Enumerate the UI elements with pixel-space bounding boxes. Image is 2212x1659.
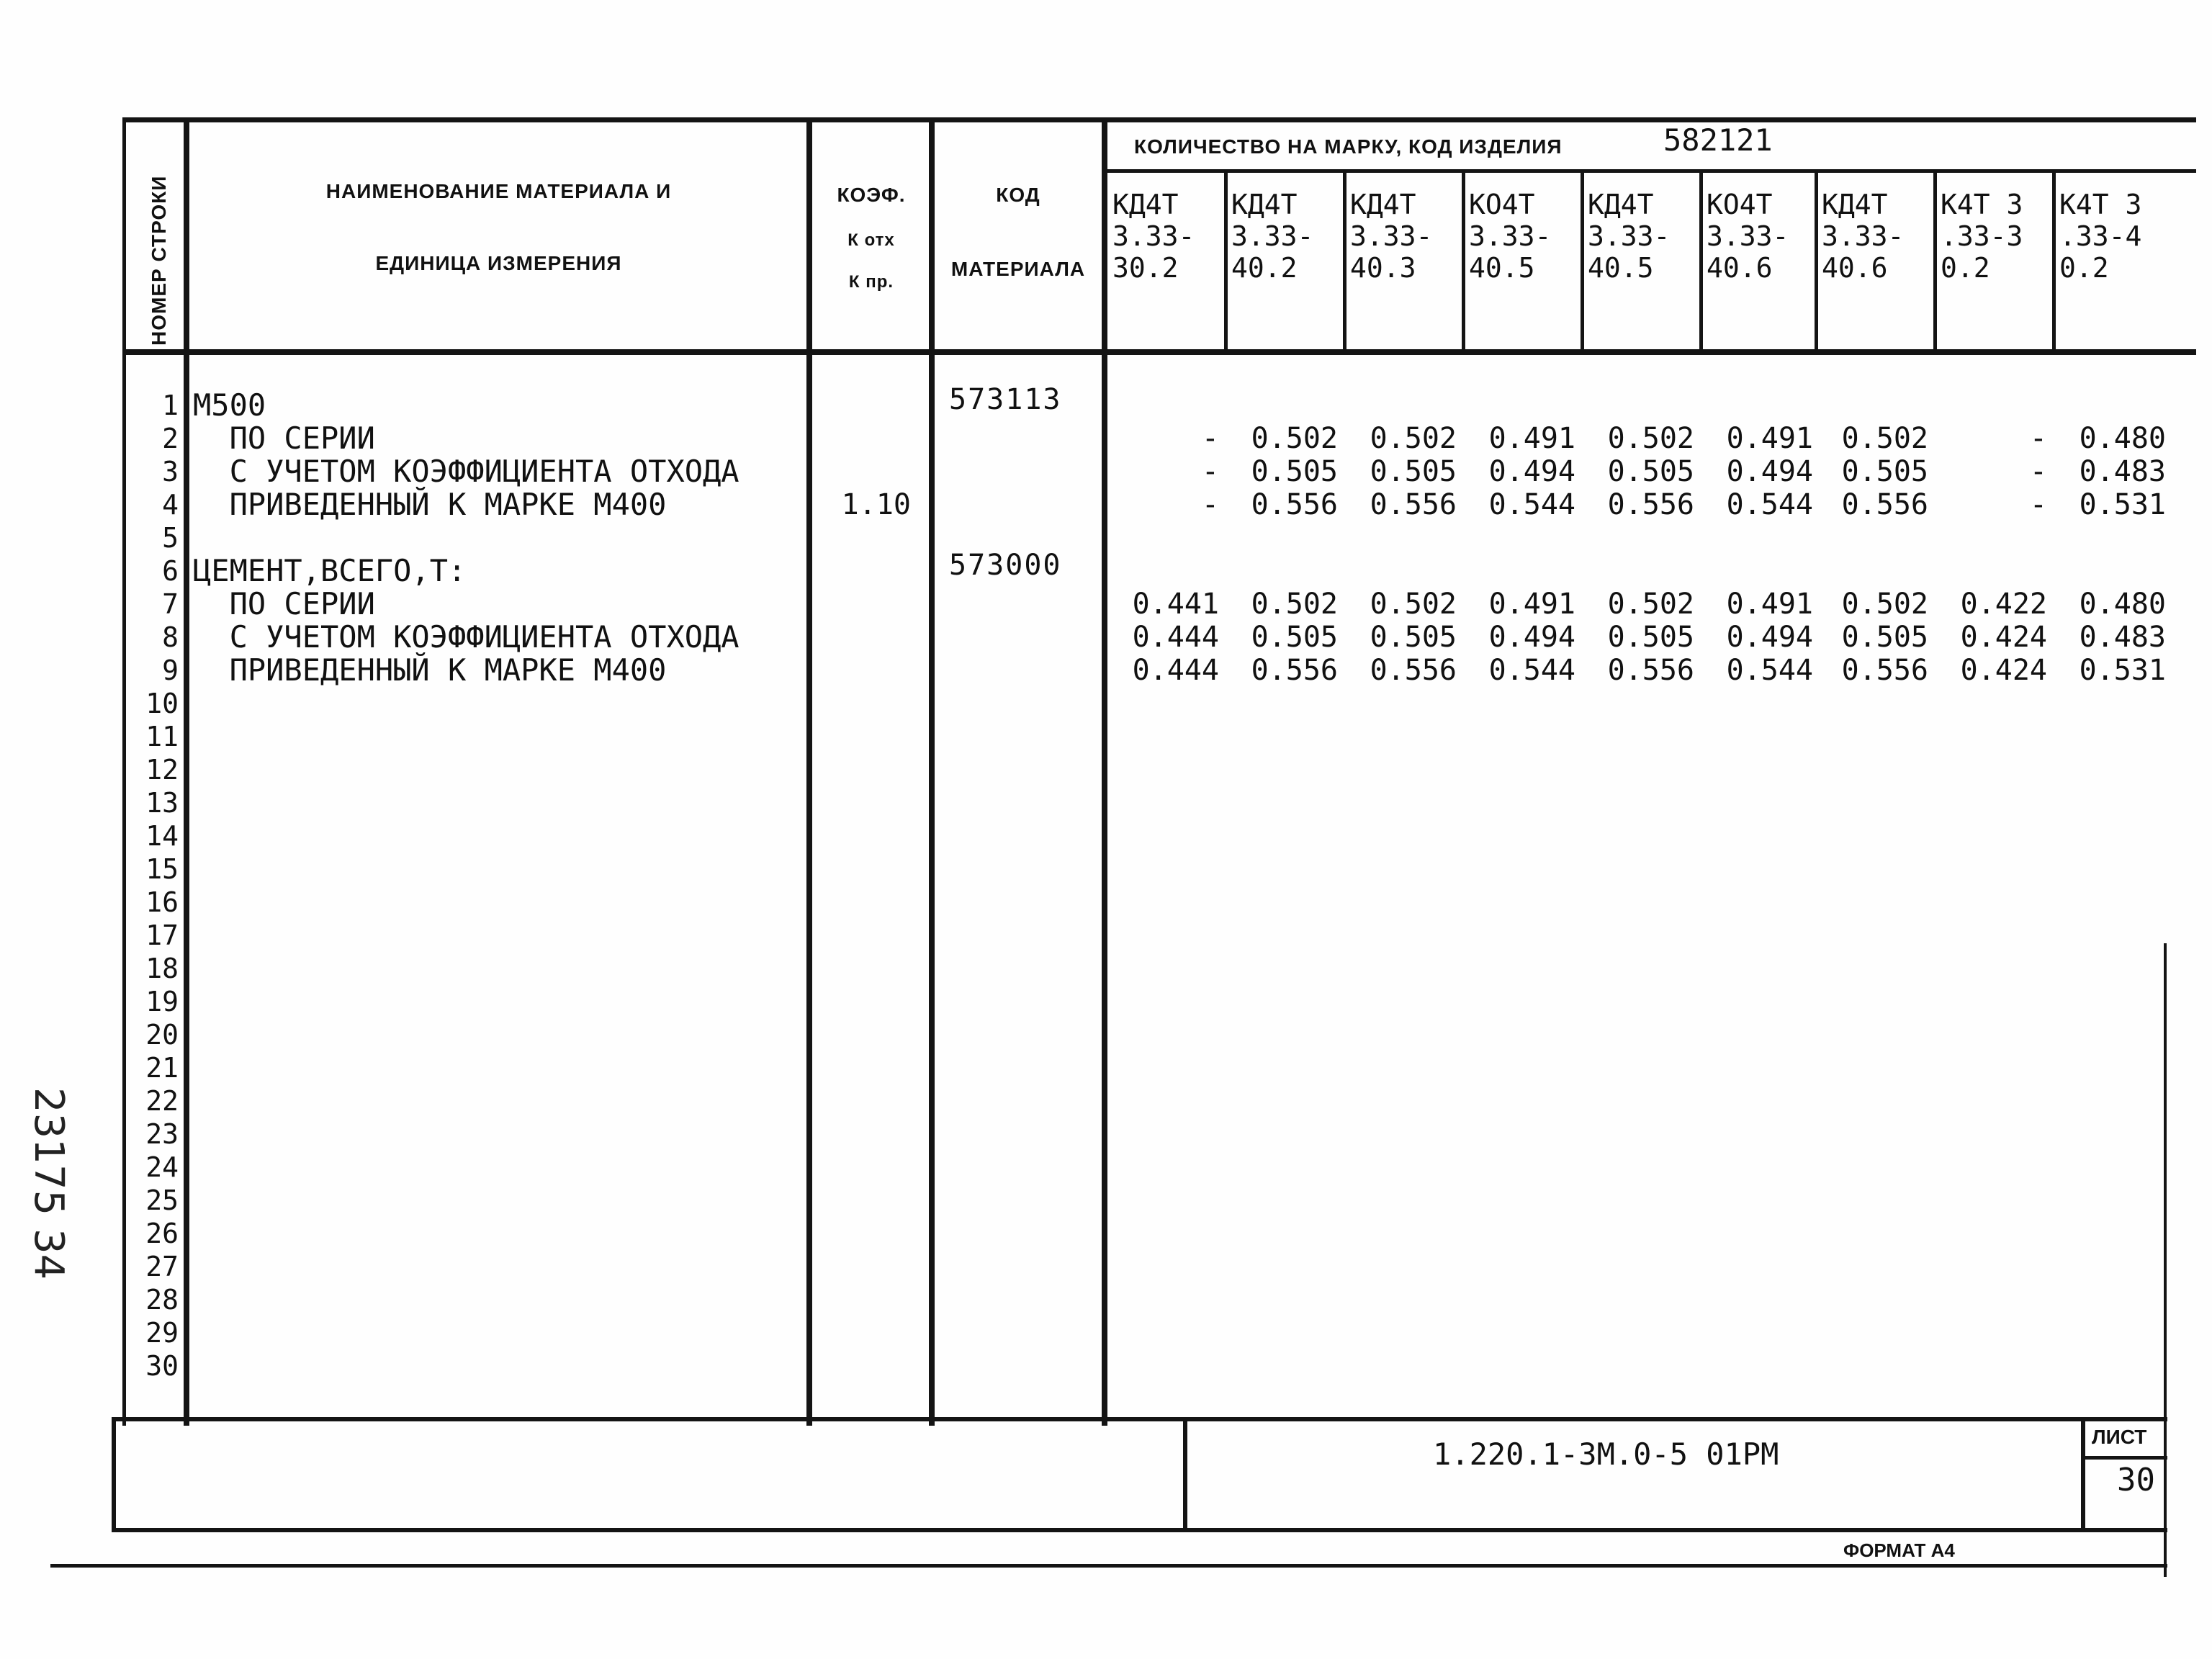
quantity-cell: 0.480 [2079, 422, 2166, 455]
quantity-cell: 0.544 [1488, 654, 1575, 687]
coef-divider [929, 119, 935, 1426]
col-divider [1581, 173, 1584, 353]
quantity-cell: 0.505 [1841, 455, 1928, 488]
sheet-label: ЛИСТ [2092, 1426, 2147, 1448]
footer-sheet-line [2081, 1417, 2085, 1532]
col-divider [1224, 173, 1228, 353]
footer-bottom-line [112, 1528, 2167, 1532]
footer-sheet-divider [2081, 1456, 2167, 1460]
column-header: КД4Т 3.33- 40.3 [1350, 189, 1433, 284]
quantity-cell: 0.531 [2079, 654, 2166, 687]
quantity-cell: 0.444 [1132, 654, 1219, 687]
row-number: 14 [145, 820, 179, 852]
quantity-cell: 0.556 [1251, 488, 1338, 521]
row-number: 1 [162, 390, 179, 421]
quantity-cell: 0.483 [2079, 455, 2166, 488]
quantity-cell: 0.502 [1251, 422, 1338, 455]
column-header: КО4Т 3.33- 40.5 [1469, 189, 1552, 284]
row-number: 29 [145, 1317, 179, 1349]
quantity-cell: 0.556 [1841, 654, 1928, 687]
material-code: 573113 [949, 383, 1062, 416]
quantity-cell: 0.544 [1726, 654, 1813, 687]
coefficient: 1.10 [841, 488, 911, 521]
quantity-cell: 0.544 [1726, 488, 1813, 521]
column-header: К4Т 3 .33-3 0.2 [1941, 189, 2023, 284]
col-divider [1815, 173, 1818, 353]
row-number: 8 [162, 621, 179, 653]
quantity-cell: 0.556 [1607, 488, 1694, 521]
row-number: 11 [145, 721, 179, 752]
quantity-cell: - [1201, 422, 1219, 455]
quantity-cell: 0.494 [1726, 621, 1813, 654]
col-divider [1462, 173, 1465, 353]
quantity-header-line [1105, 169, 2196, 173]
document-code: 1.220.1-3М.0-5 01РМ [1433, 1437, 1779, 1472]
code-label: КОД [996, 184, 1040, 206]
row-number: 4 [162, 489, 179, 521]
quantity-cell: 0.491 [1726, 588, 1813, 621]
material-name: ПО СЕРИИ [193, 421, 375, 456]
quantity-cell: 0.491 [1488, 588, 1575, 621]
quantity-cell: - [1201, 455, 1219, 488]
col-divider [1933, 173, 1937, 353]
col-divider [1343, 173, 1346, 353]
quantity-cell: - [1201, 488, 1219, 521]
quantity-cell: 0.502 [1251, 588, 1338, 621]
row-number: 25 [145, 1184, 179, 1216]
format-label: ФОРМАТ А4 [1843, 1539, 1955, 1561]
top-border [122, 117, 2196, 122]
row-number: 13 [145, 787, 179, 819]
coef-conversion-label: К пр. [848, 272, 894, 292]
material-label: НАИМЕНОВАНИЕ МАТЕРИАЛА И [325, 180, 672, 202]
quantity-cell: 0.544 [1488, 488, 1575, 521]
quantity-cell: 0.531 [2079, 488, 2166, 521]
row-number: 23 [145, 1118, 179, 1150]
quantity-cell: 0.502 [1370, 588, 1457, 621]
coef-waste-label: К отх [848, 230, 895, 250]
quantity-cell: 0.491 [1488, 422, 1575, 455]
quantity-cell: 0.494 [1488, 455, 1575, 488]
row-number: 28 [145, 1284, 179, 1316]
row-number-label: НОМЕР СТРОКИ [148, 175, 170, 346]
quantity-cell: 0.483 [2079, 621, 2166, 654]
row-number: 17 [145, 920, 179, 951]
row-number: 10 [145, 688, 179, 719]
footer-top-line [112, 1417, 2167, 1421]
material-name: С УЧЕТОМ КОЭФФИЦИЕНТА ОТХОДА [193, 619, 739, 655]
quantity-cell: 0.424 [1960, 654, 2047, 687]
column-header: К4Т 3 .33-4 0.2 [2059, 189, 2142, 284]
header-bottom-line [122, 349, 2196, 355]
row-number: 9 [162, 655, 179, 686]
quantity-cell: 0.502 [1841, 422, 1928, 455]
material-name: ПРИВЕДЕННЫЙ К МАРКЕ М400 [193, 487, 667, 522]
page-bottom-line [50, 1564, 2167, 1568]
quantity-cell: 0.441 [1132, 588, 1219, 621]
row-number: 19 [145, 986, 179, 1017]
quantity-cell: 0.494 [1488, 621, 1575, 654]
material-name: М500 [193, 387, 266, 423]
footer-left-line [112, 1417, 116, 1532]
material-code: 573000 [949, 549, 1062, 582]
code-label-2: МАТЕРИАЛА [950, 258, 1086, 280]
quantity-cell: - [2029, 422, 2047, 455]
quantity-cell: 0.494 [1726, 455, 1813, 488]
coef-label: КОЭФ. [837, 184, 906, 206]
row-number: 18 [145, 953, 179, 984]
sheet-number: 30 [2117, 1462, 2155, 1498]
row-number: 22 [145, 1085, 179, 1117]
material-name: ПО СЕРИИ [193, 586, 375, 621]
quantity-cell: 0.556 [1607, 654, 1694, 687]
quantity-cell: 0.556 [1370, 654, 1457, 687]
product-code: 582121 [1663, 122, 1773, 158]
column-header: КО4Т 3.33- 40.6 [1707, 189, 1789, 284]
quantity-cell: 0.505 [1370, 455, 1457, 488]
unit-label: ЕДИНИЦА ИЗМЕРЕНИЯ [375, 252, 622, 274]
column-header: КД4Т 3.33- 40.5 [1588, 189, 1671, 284]
material-name: ЦЕМЕНТ,ВСЕГО,Т: [193, 553, 467, 588]
margin-handwritten-note: 23175 34 [25, 1087, 72, 1280]
quantity-cell: 0.556 [1370, 488, 1457, 521]
quantity-cell: 0.422 [1960, 588, 2047, 621]
row-number: 12 [145, 754, 179, 786]
row-number: 24 [145, 1151, 179, 1183]
quantity-cell: 0.505 [1841, 621, 1928, 654]
col-divider [2052, 173, 2056, 353]
quantity-cell: - [2029, 488, 2047, 521]
row-number: 3 [162, 456, 179, 487]
column-header: КД4Т 3.33- 40.2 [1231, 189, 1314, 284]
quantity-cell: 0.502 [1841, 588, 1928, 621]
right-border [2164, 943, 2167, 1577]
quantity-cell: 0.505 [1370, 621, 1457, 654]
quantity-cell: 0.505 [1251, 621, 1338, 654]
row-number: 16 [145, 886, 179, 918]
row-number: 27 [145, 1251, 179, 1282]
code-divider [1102, 119, 1107, 1426]
row-number: 21 [145, 1052, 179, 1084]
material-name: ПРИВЕДЕННЫЙ К МАРКЕ М400 [193, 652, 667, 688]
row-number: 26 [145, 1218, 179, 1249]
row-number: 2 [162, 423, 179, 454]
quantity-cell: 0.480 [2079, 588, 2166, 621]
row-number: 5 [162, 522, 179, 554]
row-number: 6 [162, 555, 179, 587]
row-number: 20 [145, 1019, 179, 1051]
row-number: 15 [145, 853, 179, 885]
quantity-label: КОЛИЧЕСТВО НА МАРКУ, КОД ИЗДЕЛИЯ [1134, 135, 1563, 158]
quantity-cell: 0.444 [1132, 621, 1219, 654]
quantity-cell: 0.502 [1607, 588, 1694, 621]
footer-mid-line [1183, 1417, 1187, 1532]
quantity-cell: 0.491 [1726, 422, 1813, 455]
quantity-cell: - [2029, 455, 2047, 488]
quantity-cell: 0.424 [1960, 621, 2047, 654]
quantity-cell: 0.556 [1841, 488, 1928, 521]
col-divider [1699, 173, 1703, 353]
column-header: КД4Т 3.33- 40.6 [1822, 189, 1905, 284]
material-divider [806, 119, 812, 1426]
quantity-cell: 0.502 [1370, 422, 1457, 455]
quantity-cell: 0.502 [1607, 422, 1694, 455]
row-number: 7 [162, 588, 179, 620]
quantity-cell: 0.505 [1251, 455, 1338, 488]
row-number: 30 [145, 1350, 179, 1382]
material-name: С УЧЕТОМ КОЭФФИЦИЕНТА ОТХОДА [193, 454, 739, 489]
quantity-cell: 0.556 [1251, 654, 1338, 687]
rownum-divider [184, 119, 189, 1426]
quantity-cell: 0.505 [1607, 621, 1694, 654]
column-header: КД4Т 3.33- 30.2 [1112, 189, 1195, 284]
quantity-cell: 0.505 [1607, 455, 1694, 488]
